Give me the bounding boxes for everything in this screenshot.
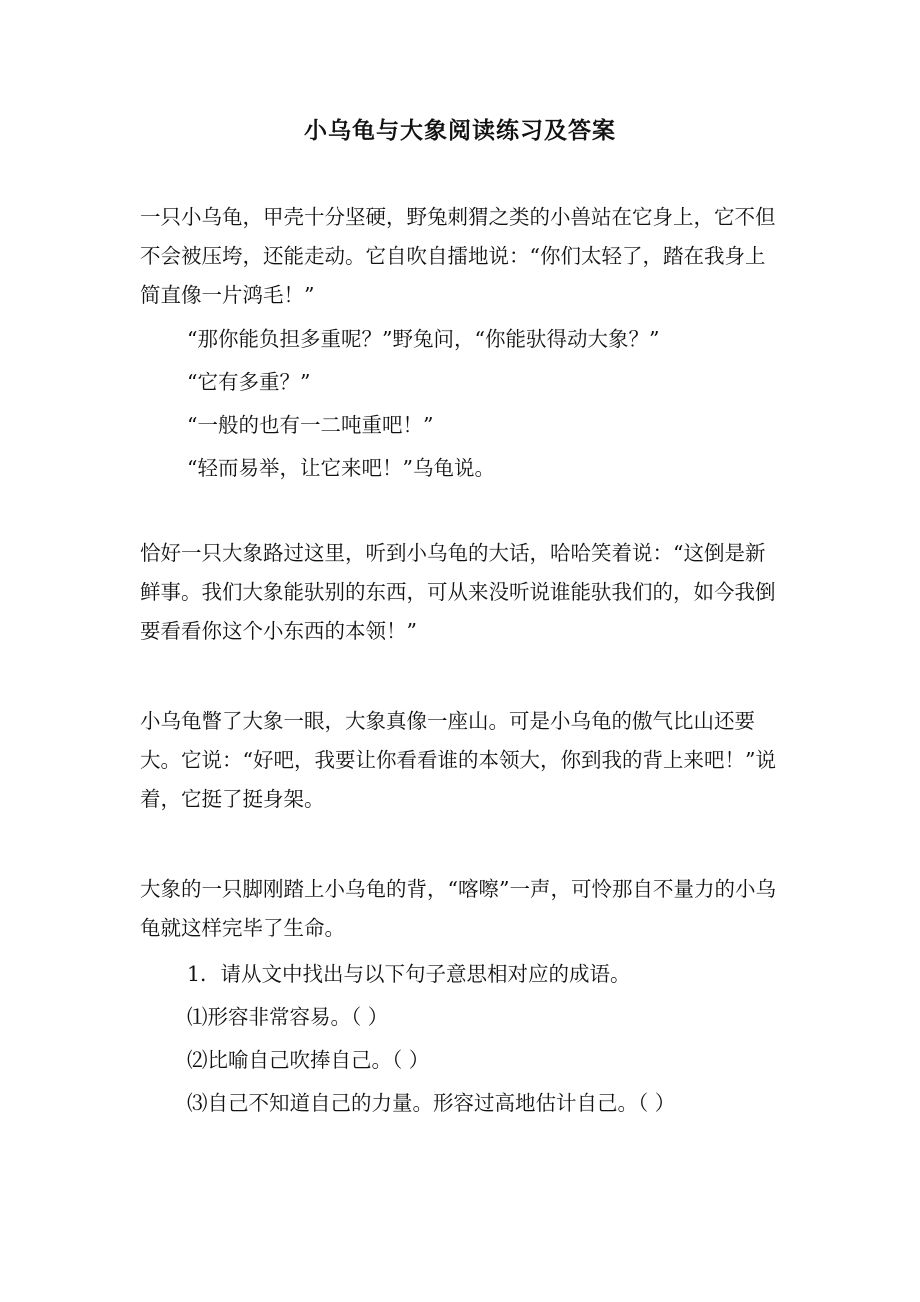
story-paragraph-3: 小乌龟瞥了大象一眼，大象真像一座山。可是小乌龟的傲气比山还要大。它说：“好吧，我要让你看看谁的本领大，你到我的背上来吧！”说着，它挺了挺身架。 xyxy=(140,709,776,811)
document-title: 小乌龟与大象阅读练习及答案 xyxy=(304,117,616,144)
question-1-item-2: ⑵比喻自己吹捧自己。（ ） xyxy=(187,1048,430,1072)
dialogue-line-2: “它有多重？” xyxy=(187,370,311,394)
question-1: 1．请从文中找出与以下句子意思相对应的成语。 xyxy=(187,962,631,986)
story-paragraph-4: 大象的一只脚刚踏上小乌龟的背，“喀嚓”一声，可怜那自不量力的小乌龟就这样完毕了生命。 xyxy=(140,877,776,940)
dialogue-line-4: “轻而易举，让它来吧！”乌龟说。 xyxy=(187,456,495,480)
dialogue-line-3: “一般的也有一二吨重吧！” xyxy=(187,413,434,437)
question-1-item-3: ⑶自己不知道自己的力量。形容过高地估计自己。（ ） xyxy=(187,1091,676,1115)
story-paragraph-2: 恰好一只大象路过这里，听到小乌龟的大话，哈哈笑着说：“这倒是新鲜事。我们大象能驮别的东西，可从来没听说谁能驮我们的，如今我倒要看看你这个小东西的本领！” xyxy=(140,541,776,643)
question-1-item-1: ⑴形容非常容易。（ ） xyxy=(187,1005,389,1029)
dialogue-line-1: “那你能负担多重呢？”野兔问，“你能驮得动大象？” xyxy=(187,327,660,351)
story-paragraph-1: 一只小乌龟，甲壳十分坚硬，野兔刺猬之类的小兽站在它身上，它不但不会被压垮，还能走动。它自吹自擂地说：“你们太轻了，踏在我身上简直像一片鸿毛！” xyxy=(140,205,776,307)
